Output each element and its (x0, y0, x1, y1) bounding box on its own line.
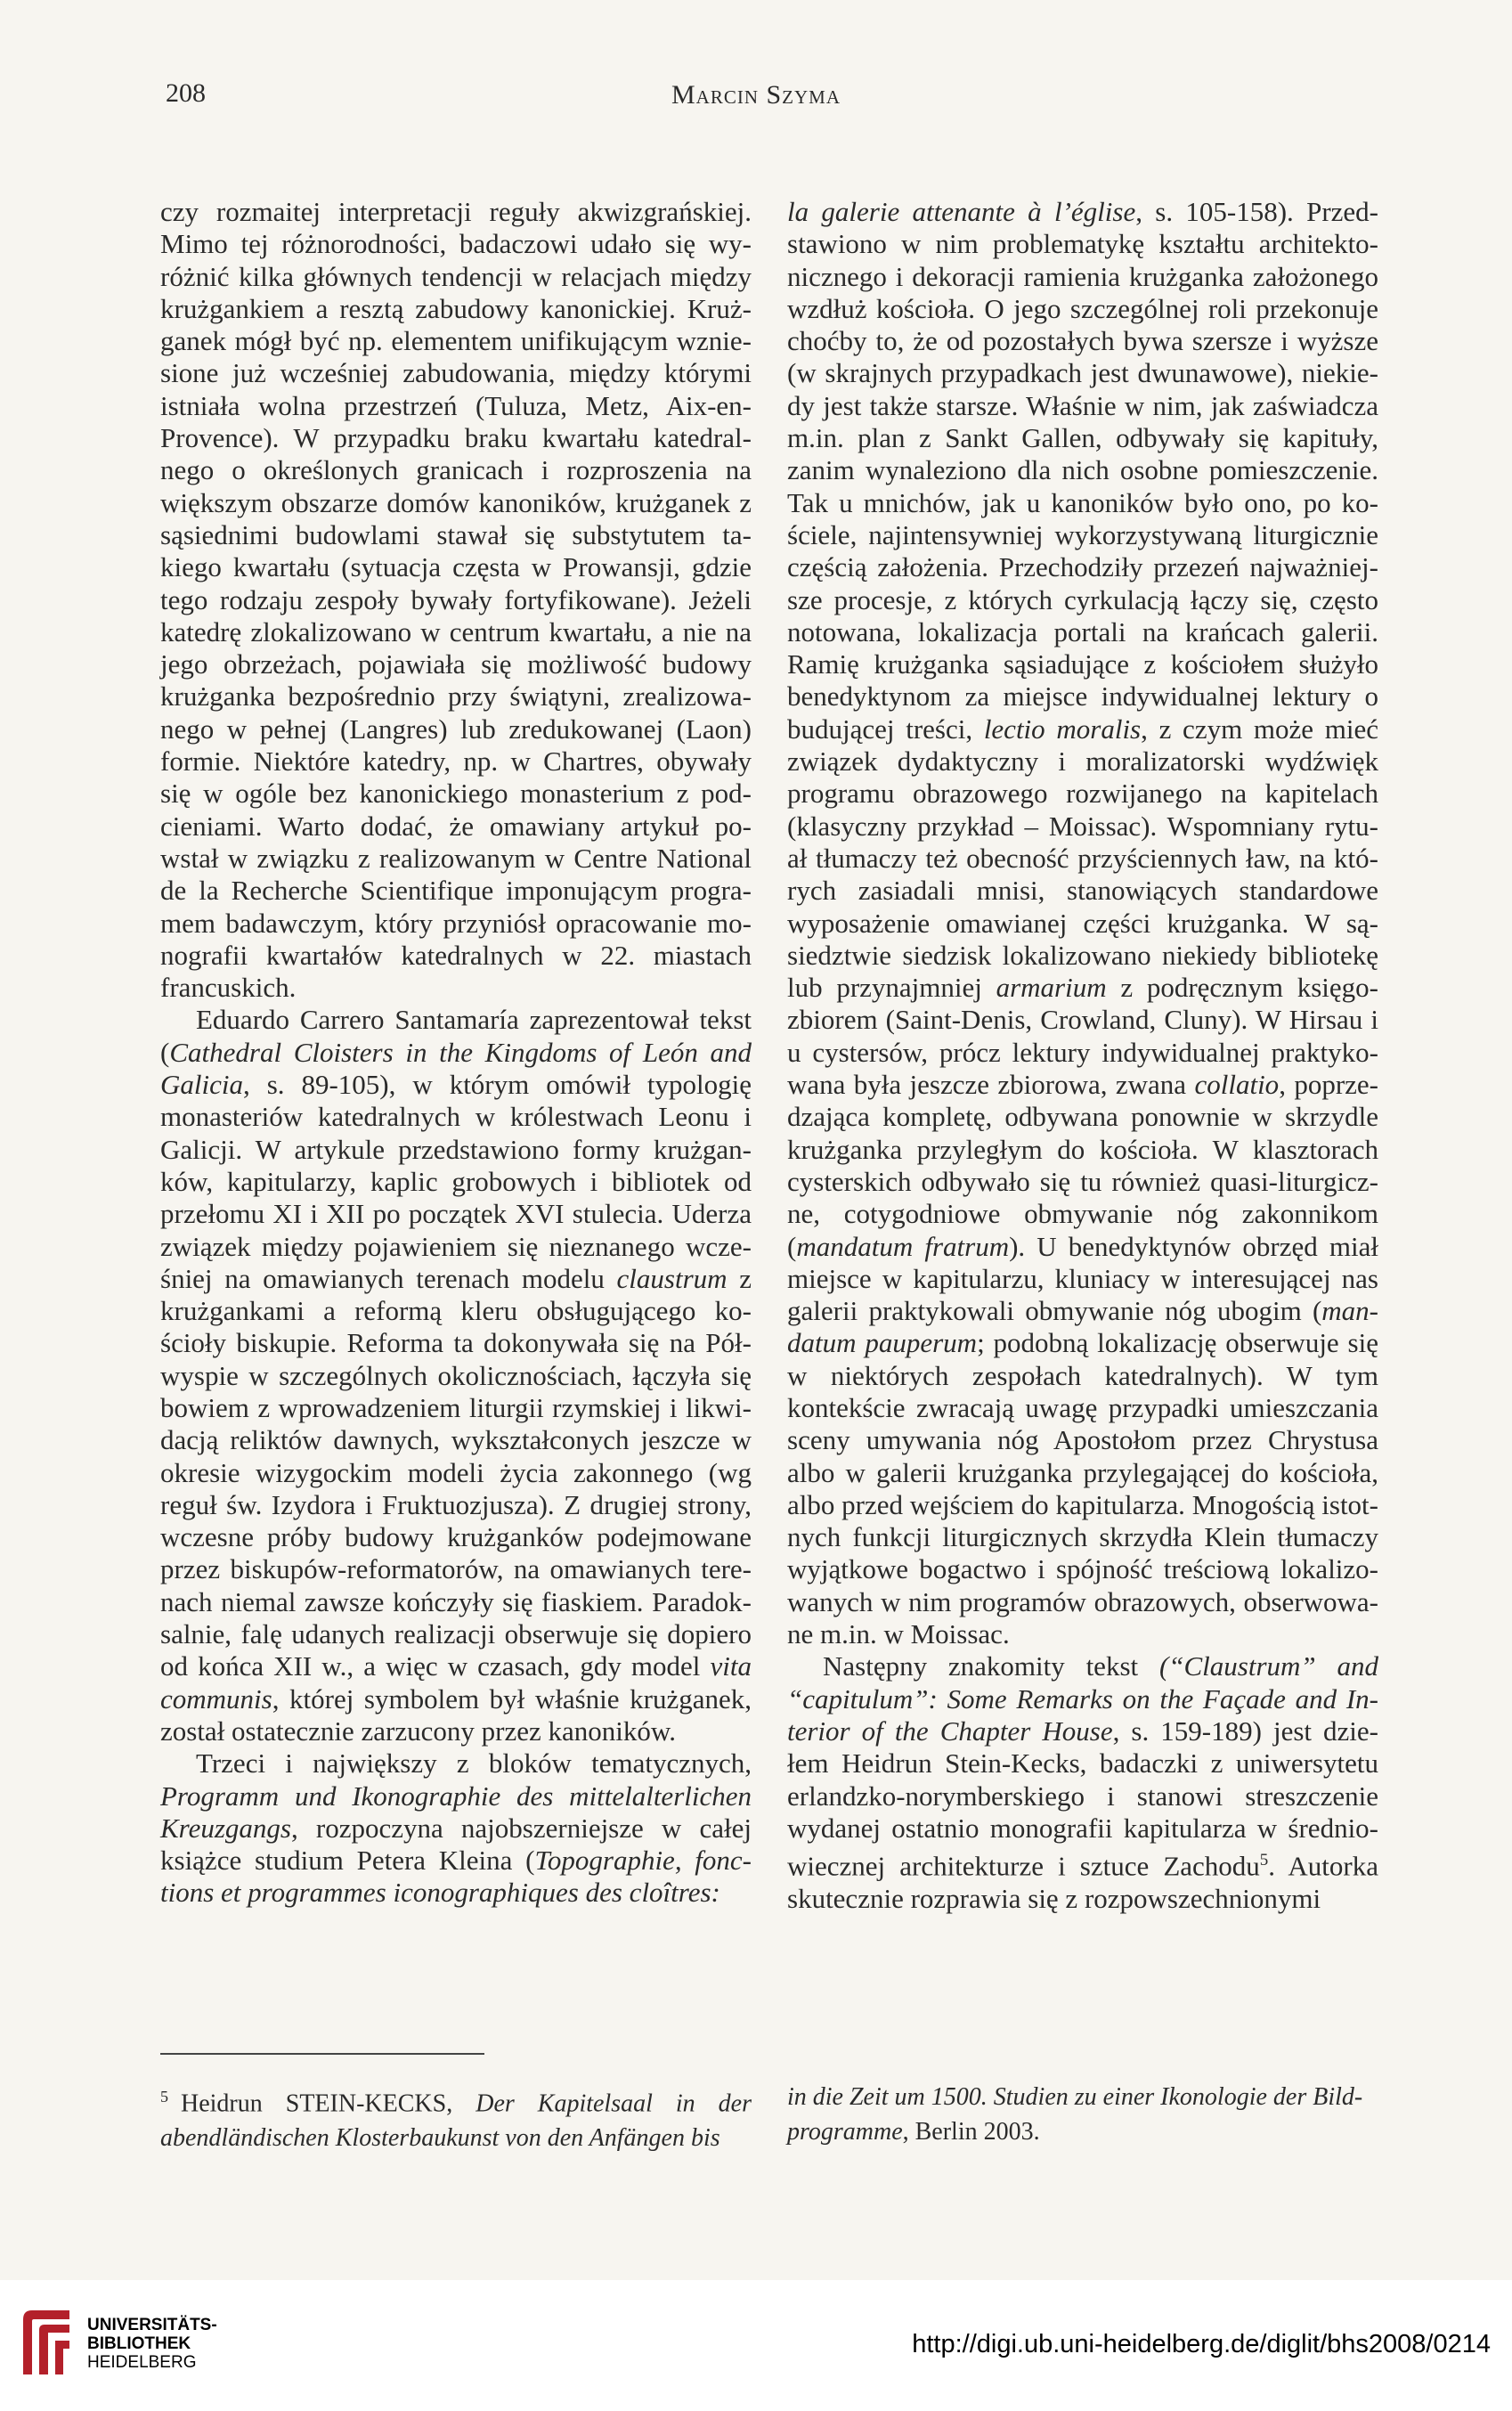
author-name: Marcin Szyma (671, 80, 841, 110)
title-topographie: Topographie, fonc-tions et programmes iconographiques des cloîtres: (160, 1845, 752, 1909)
library-line-2: BIBLIOTHEK (87, 2334, 191, 2353)
library-name (87, 2316, 217, 2372)
paragraph-klein: la galerie attenante à l’église, s. 105-158). Przed-stawiono w nim problematykę kształtu architekto-nicznego i dekoracji ramienia krużganka założonego wzdłuż kościoła. O jego szczególnej roli przekonuje choćby to, że od pozostałych bywa szersze i wyższe (w skrajnych przypadkach jest dwunawowe), niekie-dy jest także starsze. Właśnie w nim, jak zaświadcza m.in. plan z Sankt Gallen, odbywały się kapituły, zanim wynaleziono dla nich osobne pomieszczenie. Tak u mnichów, jak u kanoników było ono, po ko-ściele, najintensywniej wykorzystywaną liturgicznie częścią założenia. Przechodziły przezeń najważniej-sze procesje, z których cyrkulacją łączy się, często notowana, lokalizacja portali na krańcach galerii. Ramię krużganka sąsiadujące z kościołem służyło benedyktynom za miejsce indywidualnej lektury o budującej treści, lectio moralis, z czym może mieć związek dydaktyczny i moralizatorski wydźwięk programu obrazowego rozwijanego na kapitelach (klasyczny przykład – Moissac). Wspomniany rytu-ał tłumaczy też obecność przyściennych ław, na któ-rych zasiadali mnisi, stanowiących standardowe wyposażenie omawianej części krużganka. W są-siedztwie siedzisk lokalizowano niekiedy bibliotekę lub przynajmniej armarium z podręcznym księgo-zbiorem (Saint-Denis, Crowland, Cluny). W Hirsau i u cystersów, prócz lektury indywidualnej praktyko-wana była jeszcze zbiorowa, zwana collatio, poprze-dzająca kompletę, odbywana ponownie w skrzydle krużganka przyległym do kościoła. W klasztorach cysterskich odbywało się tu również quasi-liturgicz-ne, cotygodniowe obmywanie nóg zakonnikom (mandatum fratrum). U benedyktynów obrzęd miał miejsce w kapitularzu, kluniacy w interesującej nas galerii praktykowali obmywanie nóg ubogim (man-datum pauperum; podobną lokalizację obserwuje się w niektórych zespołach katedralnych). W tym kontekście zwracają uwagę przypadki umieszczania sceny umywania nóg Apostołom przez Chrystusa albo w galerii krużganka przylegającej do kościoła, albo przed wejściem do kapitularza. Mnogością istot-nych funkcji liturgicznych skrzydła Klein tłumaczy wyjątkowe bogactwo i spójność treściową lokalizo-wanych w nim programów obrazowych, obserwowa-ne m.in. w Moissac. (787, 196, 1379, 1650)
paragraph-third-block: Trzeci i największy z bloków tematycznych, Programm und Ikonographie des mittelalterlichen Kreuzgangs, rozpoczyna najobszerniejsze w całej książce studium Petera Kleina (Topographie, fonc-tions et programmes iconographiques des cloîtres: (160, 1747, 752, 1909)
paragraph-stein-kecks: Następny znakomity tekst (“Claustrum” and “capitulum”: Some Remarks on the Façade and In-terior of the Chapter House, s. 159-189) jest dzie-łem Heidrun Stein-Kecks, badaczki z uniwersytetu erlandzko-norymberskiego i stanowi streszczenie wydanej ostatnio monografii kapitularza w średnio-wiecznej architekturze i sztuce Zachodu$^5$. Autorka skutecznie rozprawia się z rozpowszechnionymi (787, 1650, 1379, 1914)
footnote-number: 5 (160, 2088, 168, 2106)
library-line-3: HEIDELBERG (87, 2353, 197, 2372)
right-column (787, 196, 1378, 1915)
term-vita-communis: vita communis (160, 1650, 752, 1715)
library-line-1: UNIVERSITÄTS- (87, 2316, 217, 2334)
footnote-left: $^5$ Heidrun STEIN-KECKS, Der Kapitelsaal in der abendländischen Klosterbaukunst von den Anfängen bis (160, 2088, 752, 2153)
term-claustrum: claustrum (616, 1262, 728, 1294)
left-column (160, 196, 752, 1910)
paragraph-carrero: Eduardo Carrero Santamaría zaprezentował tekst (Cathedral Cloisters in the Kingdoms of León and Galicia, s. 89-105), w którym omówił typologię monasteriów katedralnych w królestwach Leonu i Galicji. W artykule przedstawiono formy krużgan-ków, kapitularzy, kaplic grobowych i bibliotek od przełomu XI i XII po początek XVI stulecia. Uderza związek między pojawieniem się nieznanego wcze-śniej na omawianych terenach modelu claustrum z krużgankami a reformą kleru obsługującego ko-ścioły biskupie. Reforma ta dokonywała się na Pół-wyspie w szczególnych okolicznościach, łączyła się bowiem z wprowadzeniem liturgii rzymskiej i likwi-dacją reliktów dawnych, wykształconych jeszcze w okresie wizygockim modeli życia zakonnego (wg reguł św. Izydora i Fruktuozjusza). Z drugiej strony, wczesne próby budowy krużganków podejmowane przez biskupów-reformatorów, na omawianych tere-nach niemal zawsze kończyły się fiaskiem. Paradok-salnie, falę udanych realizacji obserwuje się dopiero od końca XII w., a więc w czasach, gdy model vita communis, której symbolem był właśnie krużganek, został ostatecznie zarzucony przez kanoników. (160, 1004, 752, 1747)
library-logo-icon (16, 2303, 78, 2385)
source-url[interactable]: http://digi.ub.uni-heidelberg.de/diglit/bhs2008/0214 (912, 2330, 1491, 2358)
title-claustrum-capitulum: (“Claustrum” and “capitulum”: Some Remarks on the Façade and In-terior of the Chapter House (787, 1650, 1378, 1747)
footnote-ref: 5 (1259, 1851, 1269, 1870)
title-programm: Programm und Ikonographie des mittelalterlichen Kreuzgangs (160, 1780, 752, 1844)
running-head (0, 80, 1512, 110)
footnote-divider (160, 2053, 484, 2055)
footnote-right: in die Zeit um 1500. Studien zu einer Ikonologie der Bild-programme, Berlin 2003. (787, 2083, 1363, 2146)
title-cathedral-cloisters: Cathedral Cloisters in the Kingdoms of León and Galicia (160, 1036, 752, 1101)
page-number: 208 (166, 78, 206, 108)
paragraph-continued: czy rozmaitej interpretacji reguły akwizgrańskiej. Mimo tej różnorodności, badaczowi udało się wy-różnić kilka głównych tendencji w relacjach między krużgankiem a resztą zabudowy kanonickiej. Kruż-ganek mógł być np. elementem unifikującym wznie-sione już wcześniej zabudowania, między którymi istniała wolna przestrzeń (Tuluza, Metz, Aix-en-Provence). W przypadku braku kwartału katedral-nego o określonych granicach i rozproszenia na większym obszarze domów kanoników, krużganek z sąsiednimi budowlami stawał się substytutem ta-kiego kwartału (sytuacja częsta w Prowansji, gdzie tego rodzaju zespoły bywały fortyfikowane). Jeżeli katedrę zlokalizowano w centrum kwartału, a nie na jego obrzeżach, pojawiała się możliwość budowy krużganka bezpośrednio przy świątyni, zrealizowa-nego w pełnej (Langres) lub zredukowanej (Laon) formie. Niektóre katedry, np. w Chartres, obywały się w ogóle bez kanonickiego monasterium z pod-cieniami. Warto dodać, że omawiany artykuł po-wstał w związku z realizowanym w Centre National de la Recherche Scientifique imponującym progra-mem badawczym, który przyniósł opracowanie mo-nografii kwartałów katedralnych w 22. miastach francuskich. (160, 196, 752, 1004)
